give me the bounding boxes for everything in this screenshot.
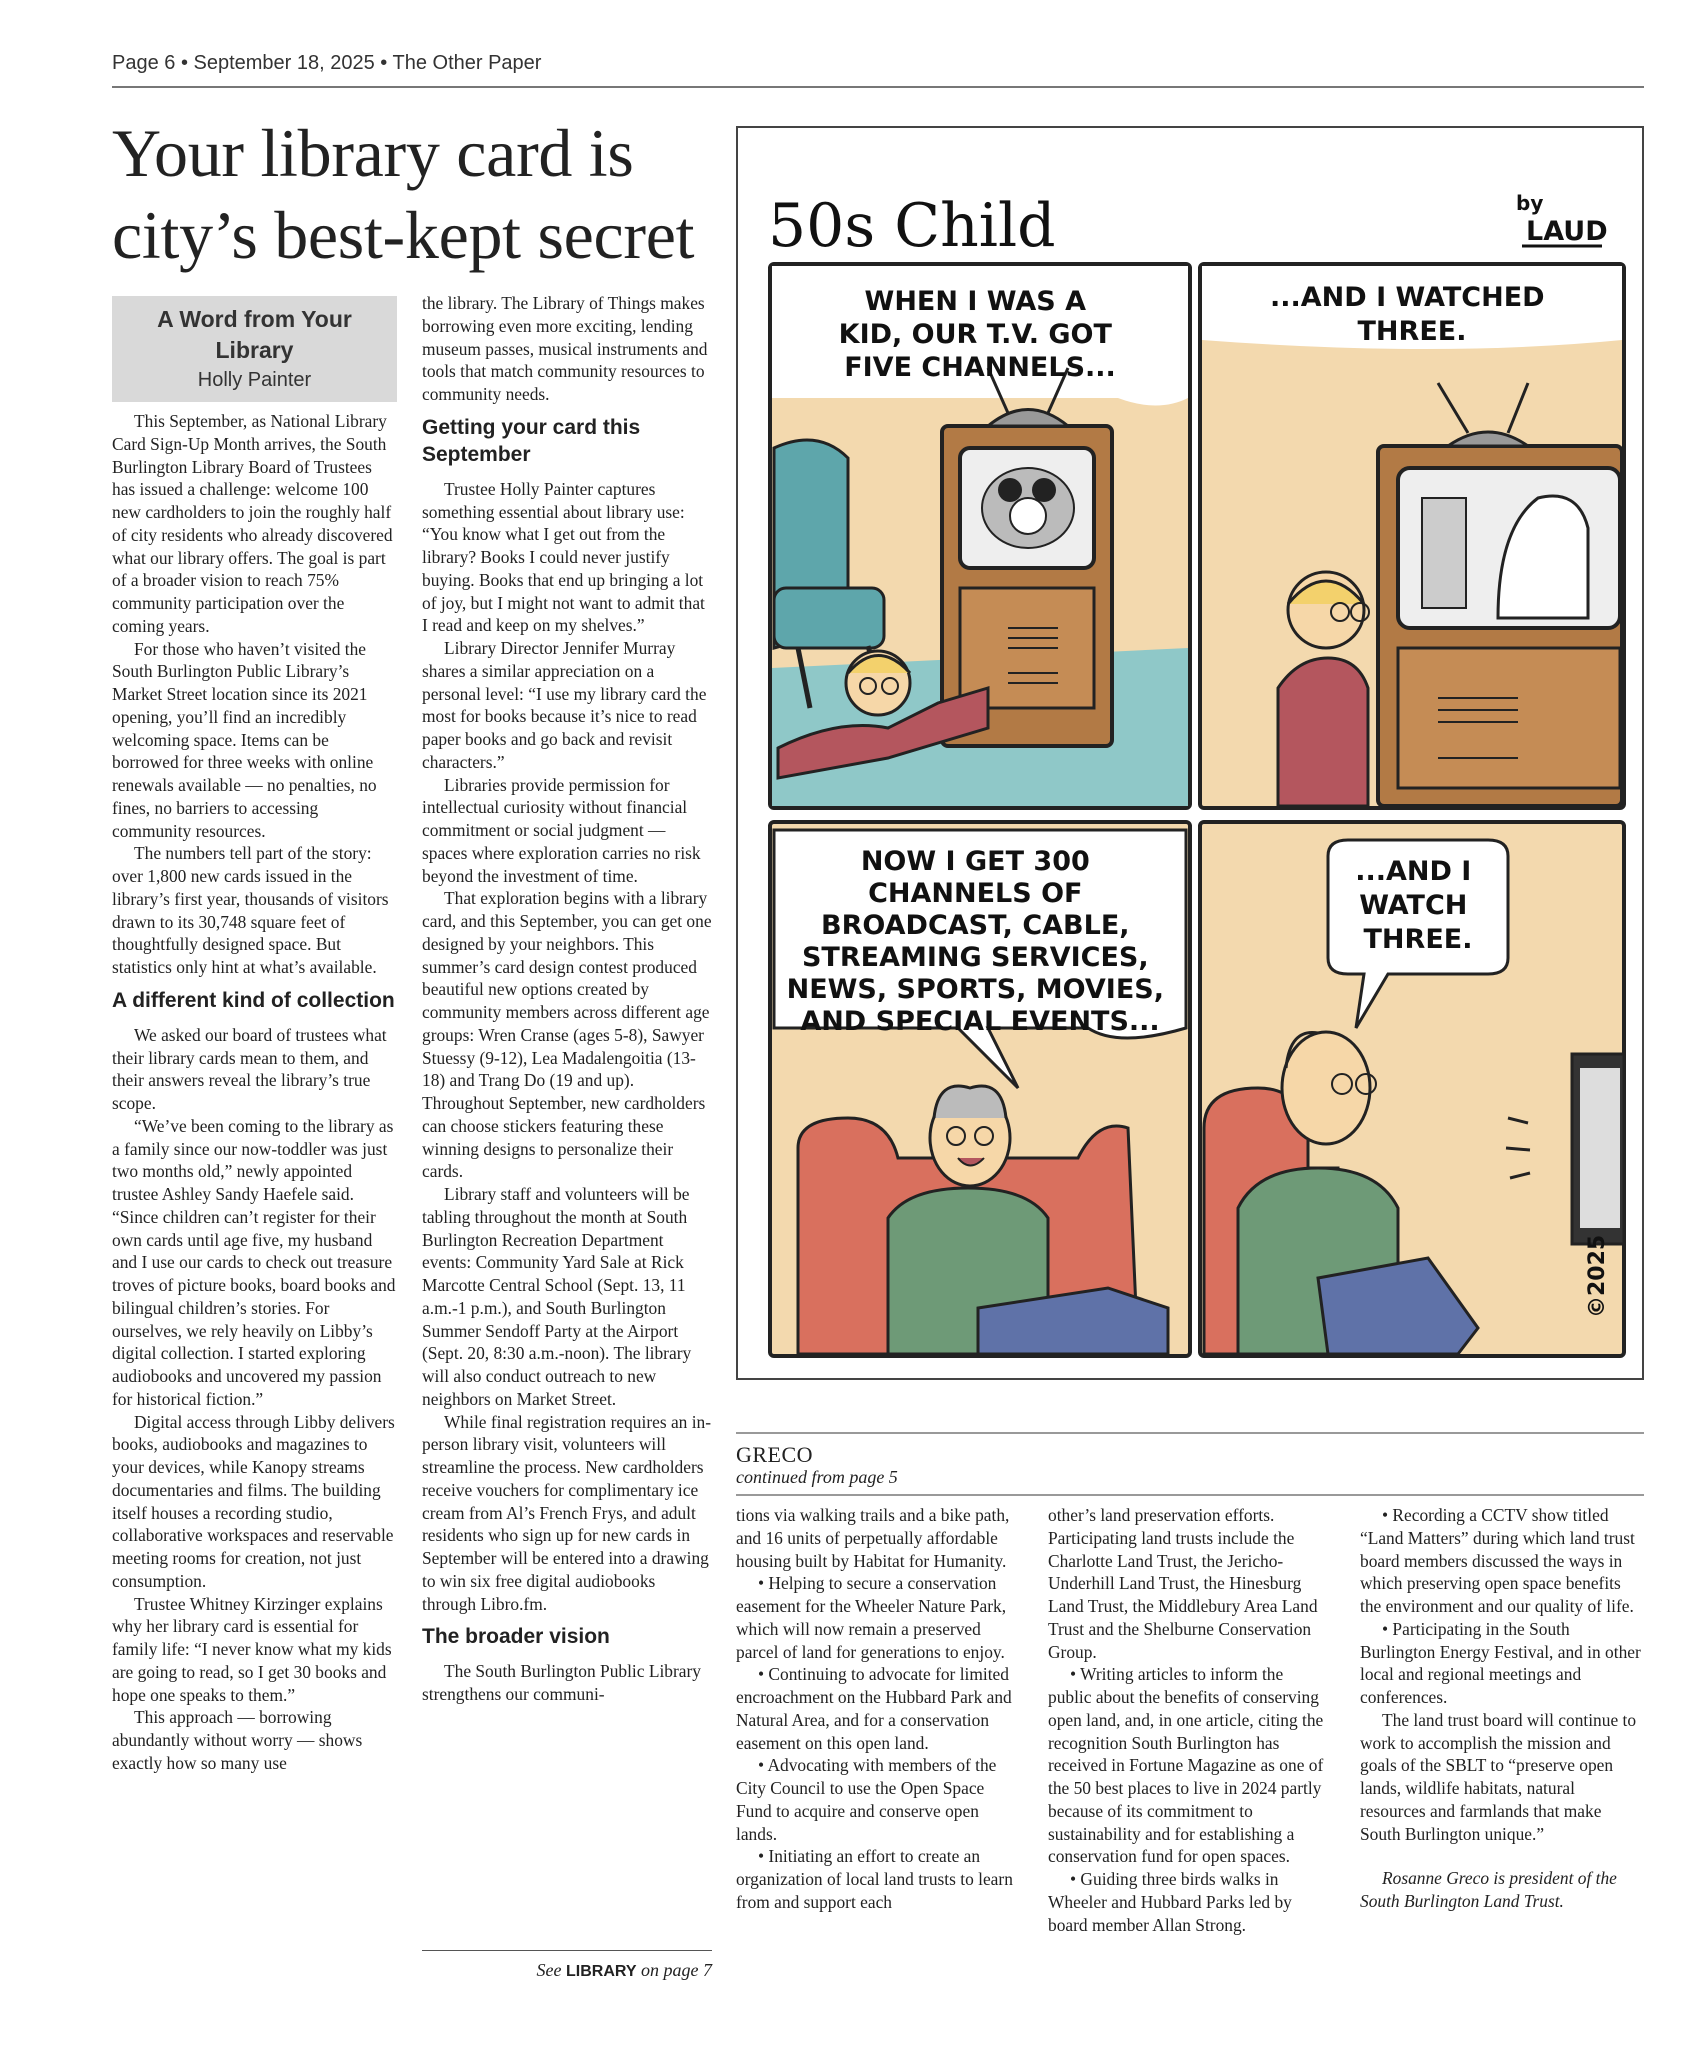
comic-caption: THREE. [1357, 316, 1467, 347]
page-folio: Page 6 • September 18, 2025 • The Other Paper [112, 52, 542, 74]
paragraph: tions via walking trails and a bike path, and 16 units of perpetually affordable housing built by Habitat for Humanity. [736, 1505, 1010, 1571]
svg-text:WHEN I WAS A KID, OUR [839, 286, 1122, 383]
comic-title: 50s Child [768, 191, 1056, 261]
comic-author: LAUD [1526, 216, 1608, 247]
bullet-paragraph: • Participating in the South Burlington Energy Festival, and in other local and regional meetings and conferences. [1360, 1618, 1641, 1707]
paragraph: That exploration begins with a library card, and this September, you can get one designed by your neighbors. This summer’s card design contest produced beautiful new options created by community members across different age groups: Wren Cranse (ages 5-8), Sawyer Stuessy (9-12), Lea Madalengoitia (13-18) and Trang Do (19 and up). Throughout September, new cardholders can choose stickers featuring these winning designs to personalize their cards. [422, 888, 712, 1182]
paragraph: Library staff and volunteers will be tabling throughout the month at South Burlington Recreation Department events: Community Yard Sale at Rick Marcotte Central School (Sept. 13, 11 a.m.-1 p.m.), and South Burlington Summer Sendoff Party at the Airport (Sept. 20, 8:30 a.m.-noon). The library will also conduct outreach to new neighbors on Market Street. [422, 1184, 692, 1409]
comic-caption: AND SPECIAL EVENTS... [800, 1006, 1160, 1037]
author-credit: Rosanne Greco is president of the South Burlington Land Trust. [1360, 1868, 1617, 1911]
paragraph: The South Burlington Public Library strengthens our communi- [422, 1661, 701, 1704]
paragraph: the library. The Library of Things makes borrowing even more exciting, lending museum passes, musical instruments and tools that match community resources to community needs. [422, 293, 708, 404]
greco-column-3 [1360, 1504, 1644, 1913]
bullet-paragraph: • Helping to secure a conservation easement for the Wheeler Nature Park, which will now remain a preserved parcel of land for generations to enjoy. [736, 1573, 1007, 1662]
column-kicker: A Word from Your Library [157, 306, 352, 363]
paragraph: While final registration requires an in-person library visit, volunteers will streamline the process. New cardholders receive vouchers for complimentary ice cream from Al’s French Frys, and adult residents who sign up for new cards in September will be entered into a drawing to win six free digital audiobooks through Libro.fm. [422, 1411, 712, 1614]
greco-column-1 [736, 1504, 1018, 1914]
paragraph: For those who haven’t visited the South Burlington Public Library’s Market Street location since its 2021 opening, you’ll find an incredibly welcoming space. Items can be borrowed for three weeks with online renewals available — no penalties, no fines, no barriers to accessing community resources. [112, 638, 377, 841]
article-column-1 [112, 296, 397, 1775]
continued-jump[interactable] [422, 1960, 712, 1981]
section-rule [736, 1494, 1644, 1496]
comic-panel-1 [770, 264, 1190, 808]
comic-panel-3 [770, 822, 1190, 1356]
comic-panel-4 [1200, 822, 1624, 1356]
paragraph: The land trust board will continue to work to accomplish the mission and goals of the SBLT to “preserve open lands, wildlife habitats, natural resources and farmlands that make South Burlington unique.” [1360, 1709, 1637, 1844]
paragraph: This approach — borrowing abundantly without worry — shows exactly how so many use [112, 1707, 363, 1773]
bullet-paragraph: • Continuing to advocate for limited encroachment on the Hubbard Park and Natural Area, and for a conservation easement on this open land. [736, 1664, 1012, 1753]
bullet-paragraph: • Advocating with members of the City Council to use the Open Space Fund to acquire and conserve open lands. [736, 1755, 997, 1844]
article-headline: Your library card is city’s best-kept secret [112, 115, 695, 273]
bullet-paragraph: • Writing articles to inform the public about the benefits of conserving open land, and, in one article, citing the recognition South Burlington has received in Fortune Magazine as one of the 50 best places to live in 2024 partly because of its commitment to sustainability and for establishing a conservation fund for open spaces. [1048, 1664, 1324, 1867]
comic-caption: NEWS, SPORTS, MOVIES, [786, 974, 1164, 1005]
comic-caption: BROADCAST, CABLE, [821, 910, 1130, 941]
paragraph: Trustee Holly Painter captures something essential about library use: “You know what I get out from the library? Books I could never justify buying. Books that end up bringing a lot of joy, but I might not want to admit that I read and keep on my shelves.” [422, 478, 705, 636]
comic-caption: WATCH [1359, 890, 1468, 921]
subhead: A different kind of collection [112, 988, 395, 1012]
paragraph: Digital access through Libby delivers books, audiobooks and magazines to your devices, while Kanopy streams documentaries and films. The building itself houses a recording studio, collaborative workspaces and reservable meeting rooms for creation, not just consumption. [112, 1411, 395, 1591]
byline-box [112, 296, 397, 402]
paragraph: We asked our board of trustees what their library cards mean to them, and their answers reveal the library’s true scope. [112, 1024, 387, 1113]
comic-art [738, 128, 1642, 1378]
comic-caption: KID, OUR T.V. GOT [838, 319, 1112, 350]
comic-caption: THREE. [1363, 924, 1473, 955]
byline-author: Holly Painter [197, 369, 312, 391]
comic-copyright: ©2025 [1585, 1234, 1610, 1318]
comic-by: by [1516, 191, 1544, 215]
comic-caption: NOW I GET 300 [860, 846, 1090, 877]
paragraph: Library Director Jennifer Murray shares a similar appreciation on a personal level: “I use my library card the most for books because it’s nice to read paper books and go back and revisit characters.” [422, 638, 707, 772]
paragraph: This September, as National Library Card Sign-Up Month arrives, the South Burlington Library Board of Trustees has issued a challenge: welcome 100 new cardholders to join the roughly half of city residents who already discovered what our library offers. The goal is part of a broader vision to reach 75% community participation over the coming years. [112, 411, 393, 636]
paragraph: other’s land preservation efforts. Participating land trusts include the Charlotte Land Trust, the Jericho-Underhill Land Trust, the Hinesburg Land Trust, the Middlebury Area Land Trust and the Shelburne Conservation Group. [1048, 1505, 1318, 1662]
paragraph: “We’ve been coming to the library as a family since our now-toddler was just two months old,” newly appointed trustee Ashley Sandy Haefele said. “Since children can’t register for their own cards until age five, my husband and I use our cards to check out treasure troves of picture books, board books and bilingual children’s stories. For ourselves, we rely heavily on Libby’s digital collection. I started exploring audiobooks and uncovered my passion for historical fiction.” [112, 1115, 396, 1409]
comic-strip [736, 126, 1644, 1380]
subhead: The broader vision [422, 1625, 610, 1649]
bullet-paragraph: • Initiating an effort to create an organization of local land trusts to learn from and support each [736, 1846, 1013, 1912]
folio-rule [112, 86, 1644, 88]
greco-column-2 [1048, 1504, 1330, 1936]
article-column-2 [422, 292, 712, 1706]
section-rule [736, 1432, 1644, 1434]
svg-text:...AND I WATCH [1355, 856, 1481, 955]
continued-from: continued from page 5 [736, 1467, 898, 1487]
paragraph: The numbers tell part of the story: over 1,800 new cards issued in the library’s first year, thousands of visitors drawn to its 30,748 square feet of thoughtfully designed space. But statistics only hint at what’s available. [112, 843, 389, 977]
comic-caption: CHANNELS OF [868, 878, 1083, 909]
comic-caption: ...AND I WATCHED [1270, 282, 1545, 313]
jump-target: LIBRARY [565, 1963, 637, 1980]
jump-rule [422, 1950, 712, 1951]
comic-caption: WHEN I WAS A [864, 286, 1087, 317]
subhead: Getting your card this September [422, 415, 641, 466]
paragraph: Libraries provide permission for intellectual curiosity without financial commitment or social judgment — spaces where exploration carries no risk beyond the investment of time. [422, 774, 701, 886]
jump-head: GRECO [736, 1442, 814, 1467]
comic-caption: FIVE CHANNELS... [844, 352, 1116, 383]
bullet-paragraph: • Recording a CCTV show titled “Land Matters” during which land trust board members discussed the ways in which preserving open space benefits the environment and our quality of life. [1360, 1505, 1635, 1616]
jump-page: on page 7 [641, 1960, 712, 1980]
jump-see: See [536, 1960, 562, 1980]
comic-caption: ...AND I [1355, 856, 1472, 887]
paragraph: Trustee Whitney Kirzinger explains why her library card is essential for family life: “I never know what my kids are going to read, so I get 30 books and hope one speaks to them.” [112, 1593, 392, 1705]
bullet-paragraph: • Guiding three birds walks in Wheeler and Hubbard Parks led by board member Allan Strong. [1048, 1869, 1292, 1935]
comic-panel-2 [1200, 264, 1624, 808]
comic-caption: STREAMING SERVICES, [801, 942, 1149, 973]
